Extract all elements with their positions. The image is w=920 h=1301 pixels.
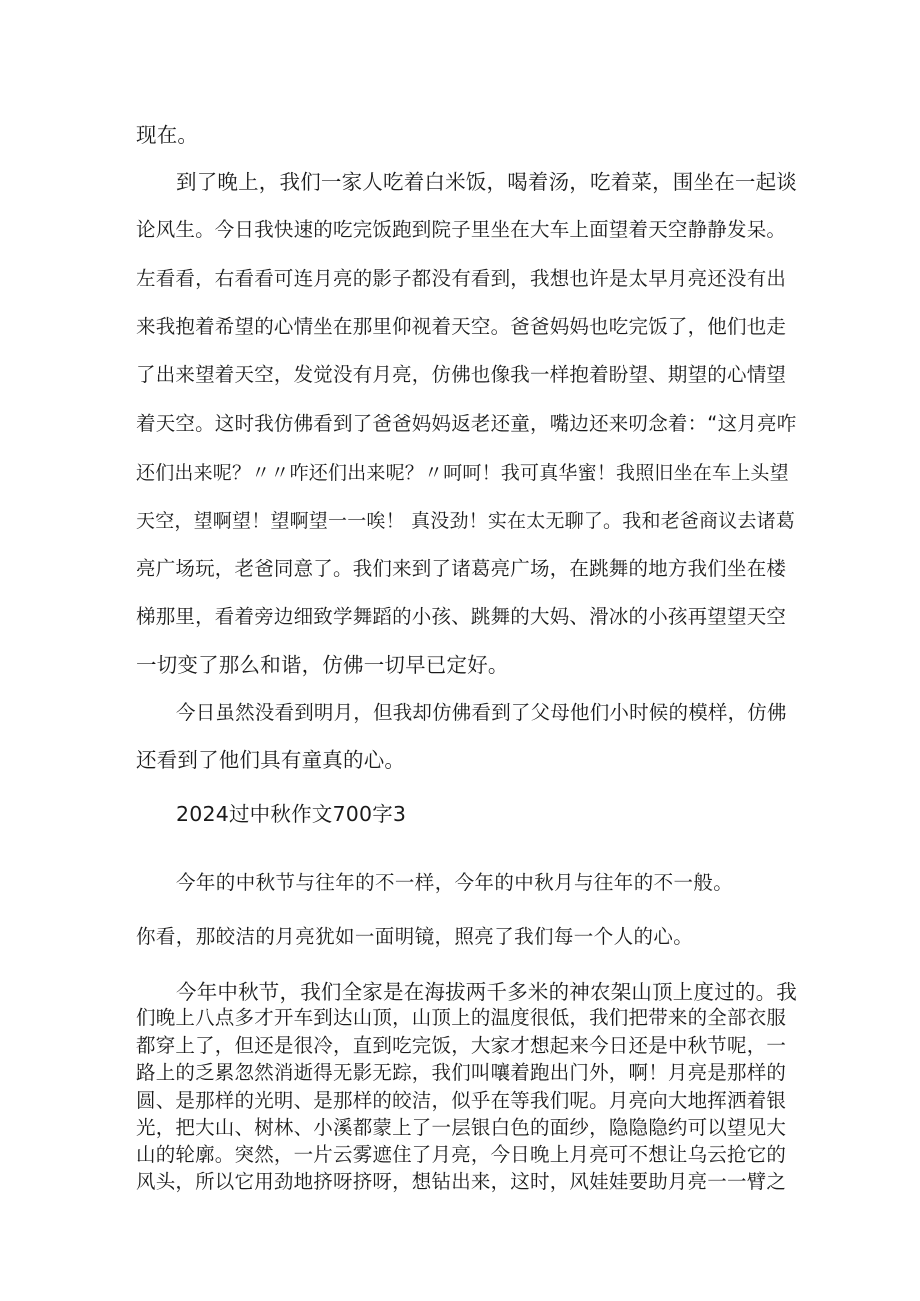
paragraph-line: 们晚上八点多才开车到达山顶，山顶上的温度很低，我们把带来的全部衣服 <box>136 1006 787 1029</box>
paragraph-line: 来我抱着希望的心情坐在那里仰视着天空。爸爸妈妈也吃完饭了，他们也走 <box>136 315 787 338</box>
paragraph-line: 一切变了那么和谐，仿佛一切早已定好。 <box>136 653 509 677</box>
paragraph-line: 都穿上了，但还是很冷，直到吃完饭，大家才想起来今日还是中秋节呢，一 <box>136 1034 787 1057</box>
paragraph-line: 梯那里，看着旁边细致学舞蹈的小孩、跳舞的大妈、滑冰的小孩再望望天空 <box>136 605 787 628</box>
paragraph-line: 山的轮廓。突然，一片云雾遮住了月亮，今日晚上月亮可不想让乌云抢它的 <box>136 1143 787 1166</box>
paragraph-line: 今年中秋节，我们全家是在海拔两千多米的神农架山顶上度过的。我 <box>176 980 797 1004</box>
paragraph-line: 光，把大山、树林、小溪都蒙上了一层银白色的面纱，隐隐隐约可以望见大 <box>136 1116 787 1139</box>
paragraph-line: 还们出来呢？〃〃咋还们出来呢？〃呵呵！我可真华蜜！我照旧坐在车上头望 <box>136 462 789 484</box>
paragraph-line: 路上的乏累忽然消逝得无影无踪，我们叫嚷着跑出门外，啊！月亮是那样的 <box>136 1061 787 1084</box>
paragraph-line: 圆、是那样的光明、是那样的皎洁，似乎在等我们呢。月亮向大地挥洒着银 <box>136 1089 787 1112</box>
paragraph-line: 左看看，右看看可连月亮的影子都没有看到，我想也许是太早月亮还没有出 <box>136 267 787 290</box>
paragraph-line: 亮广场玩，老爸同意了。我们来到了诸葛亮广场，在跳舞的地方我们坐在楼 <box>136 557 787 580</box>
paragraph-line: 风头，所以它用劲地挤呀挤呀，想钻出来，这时，风娃娃要助月亮一一臂之 <box>136 1170 787 1193</box>
paragraph-line: 到了晚上，我们一家人吃着白米饭，喝着汤，吃着菜，围坐在一起谈 <box>176 170 797 194</box>
paragraph-line: 现在。 <box>136 123 199 147</box>
paragraph-line: 今年的中秋节与往年的不一样，今年的中秋月与往年的不一般。 <box>176 871 734 894</box>
paragraph-line: 今日虽然没看到明月，但我却仿佛看到了父母他们小时候的模样，仿佛 <box>176 701 787 724</box>
paragraph-line: 论风生。今日我快速的吃完饭跑到院子里坐在大车上面望着天空静静发呆。 <box>136 218 787 241</box>
paragraph-line: 着天空。这时我仿佛看到了爸爸妈妈返老还童，嘴边还来叨念着：“这月亮咋 <box>136 412 797 435</box>
section-heading: 2024过中秋作文700字3 <box>176 802 407 826</box>
paragraph-line: 了出来望着天空，发觉没有月亮，仿佛也像我一样抱着盼望、期望的心情望 <box>136 363 787 386</box>
paragraph-line: 天空，望啊望！望啊望一一唉！ 真没劲！实在太无聊了。我和老爸商议去诸葛 <box>136 510 796 532</box>
paragraph-line: 还看到了他们具有童真的心。 <box>136 748 406 772</box>
paragraph-line: 你看，那皎洁的月亮犹如一面明镜，照亮了我们每一个人的心。 <box>136 925 694 948</box>
